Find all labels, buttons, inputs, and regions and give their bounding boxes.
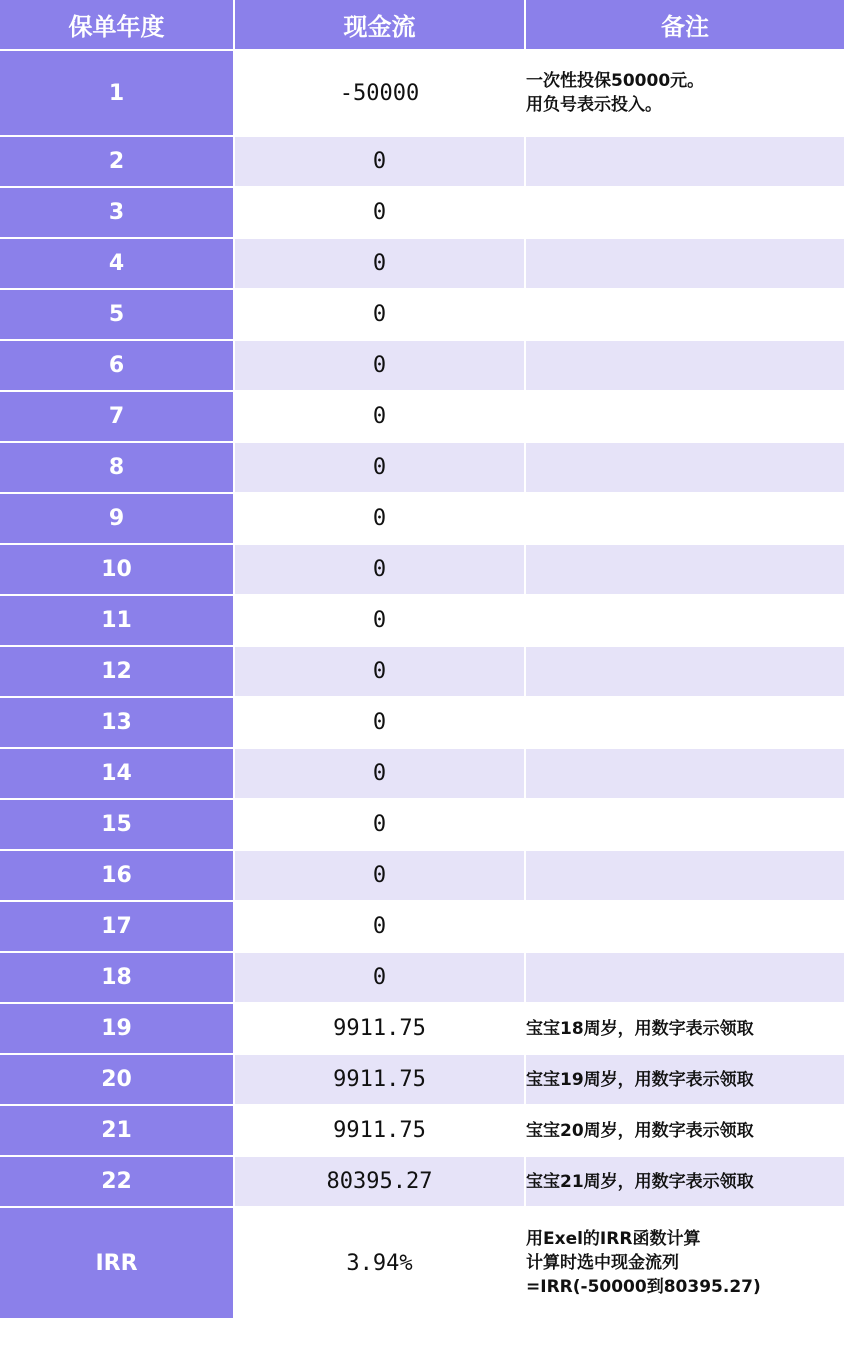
policy-year-cell: 16 [0,850,234,901]
policy-year-cell: 1 [0,50,234,136]
note-cell [525,544,845,595]
policy-year-cell: 8 [0,442,234,493]
note-cell [525,136,845,187]
table-row [0,748,845,799]
cash-flow-cell: 80395.27 [234,1156,525,1207]
table-row [0,697,845,748]
policy-year-cell: 13 [0,697,234,748]
policy-year-cell: 17 [0,901,234,952]
policy-year-cell: 9 [0,493,234,544]
table-row [0,50,845,136]
irr-note-line: 用Exel的IRR函数计算 [526,1229,701,1249]
table-row [0,1054,845,1105]
header-note: 备注 [525,0,845,50]
note-cell [525,1156,845,1207]
note-cell [525,748,845,799]
table-row [0,544,845,595]
note-cell [525,1003,845,1054]
cash-flow-cell: 0 [234,544,525,595]
header-row [0,0,845,50]
table-row [0,340,845,391]
cash-flow-cell: 9911.75 [234,1105,525,1156]
note-cell [525,340,845,391]
policy-year-cell: 10 [0,544,234,595]
cash-flow-cell: 0 [234,952,525,1003]
note-cell [525,187,845,238]
cash-flow-cell: -50000 [234,50,525,136]
cash-flow-cell: 0 [234,238,525,289]
note-line: 宝宝19周岁，用数字表示领取 [526,1069,754,1090]
table-row [0,391,845,442]
cash-flow-cell: 0 [234,901,525,952]
cash-flow-cell: 0 [234,595,525,646]
cash-flow-cell: 0 [234,187,525,238]
policy-year-cell: 11 [0,595,234,646]
note-cell [525,1054,845,1105]
cash-flow-cell: 0 [234,850,525,901]
cash-flow-cell: 0 [234,442,525,493]
table-row [0,595,845,646]
note-line: 宝宝21周岁，用数字表示领取 [526,1171,754,1192]
policy-year-cell: 5 [0,289,234,340]
irr-note-line: =IRR(-50000到80395.27) [526,1277,761,1297]
table-row [0,901,845,952]
table-row [0,442,845,493]
table-row [0,493,845,544]
cash-flow-cell: 0 [234,748,525,799]
table-row [0,136,845,187]
note-line: 宝宝20周岁，用数字表示领取 [526,1120,754,1141]
table-row [0,1003,845,1054]
table-row [0,850,845,901]
policy-year-cell: 21 [0,1105,234,1156]
header-cash-flow: 现金流 [234,0,525,50]
note-cell [525,391,845,442]
note-line: 宝宝18周岁，用数字表示领取 [526,1018,754,1039]
policy-year-cell: 18 [0,952,234,1003]
note-cell [525,799,845,850]
table-row [0,952,845,1003]
note-line: 一次性投保50000元。 [526,71,705,91]
cash-flow-cell: 0 [234,136,525,187]
irr-note-cell [525,1207,845,1319]
irr-value-cell: 3.94% [234,1207,525,1319]
policy-year-cell: 3 [0,187,234,238]
policy-year-cell: 12 [0,646,234,697]
table-row [0,799,845,850]
policy-year-cell: 20 [0,1054,234,1105]
policy-year-cell: 14 [0,748,234,799]
note-cell [525,289,845,340]
table-row [0,646,845,697]
cash-flow-cell: 9911.75 [234,1054,525,1105]
note-cell [525,646,845,697]
policy-year-cell: 2 [0,136,234,187]
note-cell [525,952,845,1003]
table-row [0,187,845,238]
table-row [0,1156,845,1207]
note-cell [525,50,845,136]
note-cell [525,442,845,493]
note-cell [525,850,845,901]
cash-flow-cell: 0 [234,493,525,544]
cash-flow-cell: 0 [234,289,525,340]
irr-label-cell: IRR [0,1207,234,1319]
policy-year-cell: 6 [0,340,234,391]
note-cell [525,697,845,748]
policy-year-cell: 15 [0,799,234,850]
policy-year-cell: 19 [0,1003,234,1054]
irr-row [0,1207,845,1319]
policy-year-cell: 22 [0,1156,234,1207]
note-line: 用负号表示投入。 [526,95,662,115]
table-row [0,289,845,340]
cash-flow-cell: 0 [234,340,525,391]
note-cell [525,595,845,646]
table-body [0,50,845,1319]
cash-flow-cell: 9911.75 [234,1003,525,1054]
table-row [0,238,845,289]
cash-flow-cell: 0 [234,646,525,697]
cash-flow-cell: 0 [234,391,525,442]
table-row [0,1105,845,1156]
note-cell [525,238,845,289]
irr-note-line: 计算时选中现金流列 [526,1253,679,1273]
cash-flow-cell: 0 [234,697,525,748]
header-year: 保单年度 [0,0,234,50]
note-cell [525,493,845,544]
note-cell [525,1105,845,1156]
policy-year-cell: 4 [0,238,234,289]
policy-year-cell: 7 [0,391,234,442]
cash-flow-cell: 0 [234,799,525,850]
note-cell [525,901,845,952]
